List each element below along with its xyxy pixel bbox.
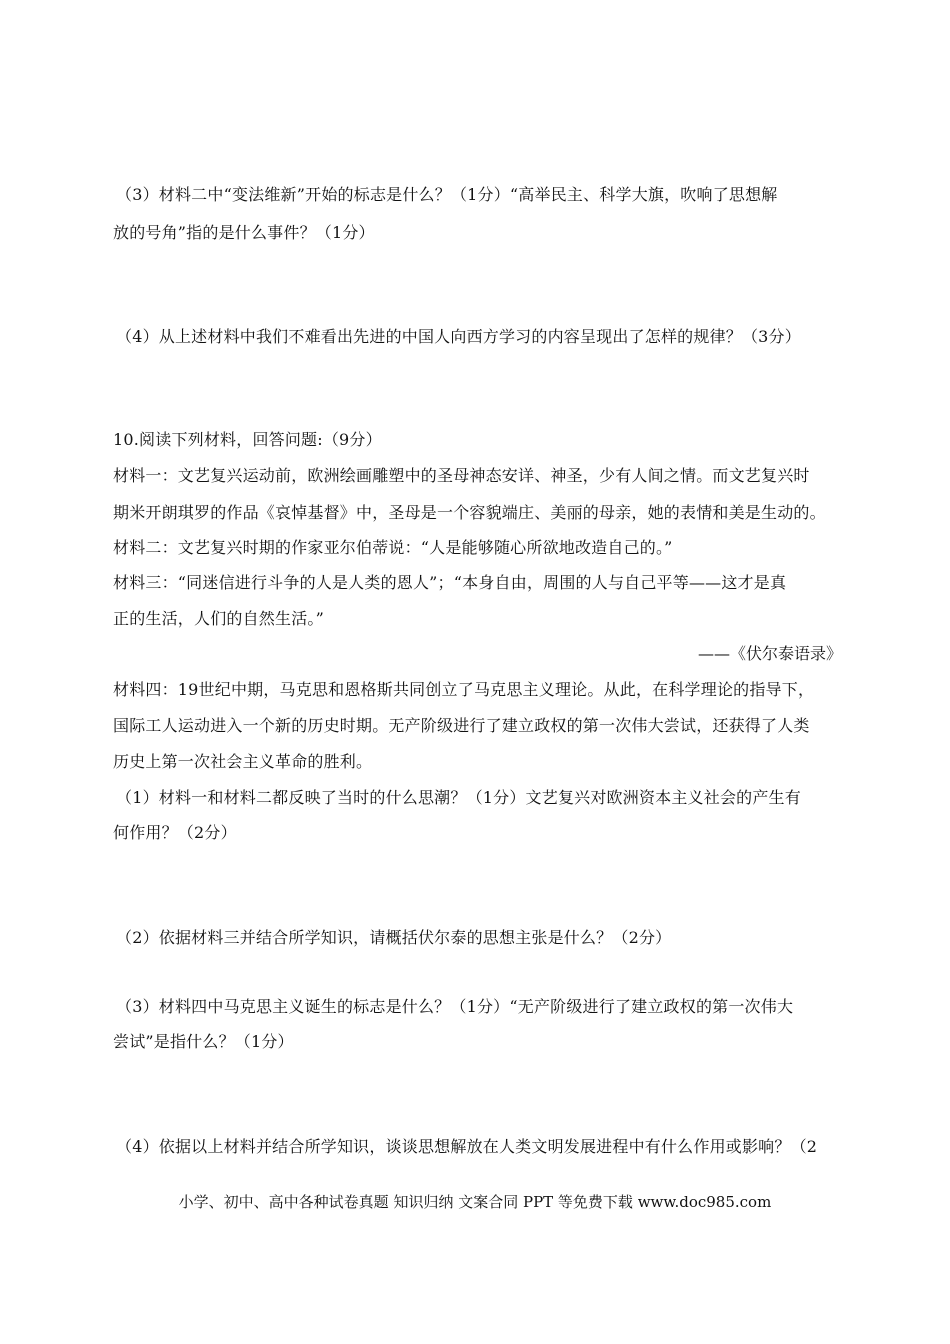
- q10-sub2-line1: （2）依据材料三并结合所学知识，请概括伏尔泰的思想主张是什么？（2分）: [116, 928, 672, 947]
- q9-sub4-line1: （4）从上述材料中我们不难看出先进的中国人向西方学习的内容呈现出了怎样的规律？（3分）: [116, 327, 801, 346]
- q10-sub3-line1: （3）材料四中马克思主义诞生的标志是什么？（1分）“无产阶级进行了建立政权的第一次伟大: [116, 997, 794, 1016]
- q10-material1-line1: 材料一：文艺复兴运动前，欧洲绘画雕塑中的圣母神态安详、神圣，少有人间之情。而文艺复兴时: [113, 466, 810, 485]
- q9-sub3-line1: （3）材料二中“变法维新”开始的标志是什么？（1分）“高举民主、科学大旗，吹响了思想解: [116, 185, 778, 204]
- q10-material3-line2: 正的生活，人们的自然生活。”: [113, 609, 324, 628]
- page-footer: 小学、初中、高中各种试卷真题 知识归纳 文案合同 PPT 等免费下载 www.doc985.com: [178, 1193, 772, 1211]
- q10-sub3-line2: 尝试”是指什么？（1分）: [113, 1032, 294, 1051]
- q10-material4-line3: 历史上第一次社会主义革命的胜利。: [113, 752, 373, 771]
- q10-sub4-line1: （4）依据以上材料并结合所学知识，谈谈思想解放在人类文明发展进程中有什么作用或影响？（2: [116, 1137, 818, 1156]
- q10-material4-line1: 材料四：19世纪中期，马克思和恩格斯共同创立了马克思主义理论。从此，在科学理论的指导下，: [113, 680, 815, 699]
- q9-sub3-line2: 放的号角”指的是什么事件？（1分）: [113, 223, 375, 242]
- q10-sub1-line2: 何作用？（2分）: [113, 823, 237, 842]
- q10-heading: 10.阅读下列材料，回答问题:（9分）: [113, 430, 382, 449]
- q10-material3-line1: 材料三：“同迷信进行斗争的人是人类的恩人”；“本身自由，周围的人与自己平等——这才是真: [113, 573, 787, 592]
- q10-sub1-line1: （1）材料一和材料二都反映了当时的什么思潮？（1分）文艺复兴对欧洲资本主义社会的产生有: [116, 788, 801, 807]
- q10-material4-line2: 国际工人运动进入一个新的历史时期。无产阶级进行了建立政权的第一次伟大尝试，还获得了人类: [113, 716, 810, 735]
- q10-material1-line2: 期米开朗琪罗的作品《哀悼基督》中，圣母是一个容貌端庄、美丽的母亲，她的表情和美是生动的。: [113, 503, 826, 522]
- q10-material3-source: ——《伏尔泰语录》: [697, 644, 842, 663]
- q10-material2-line1: 材料二：文艺复兴时期的作家亚尔伯蒂说：“人是能够随心所欲地改造自己的。”: [113, 538, 673, 557]
